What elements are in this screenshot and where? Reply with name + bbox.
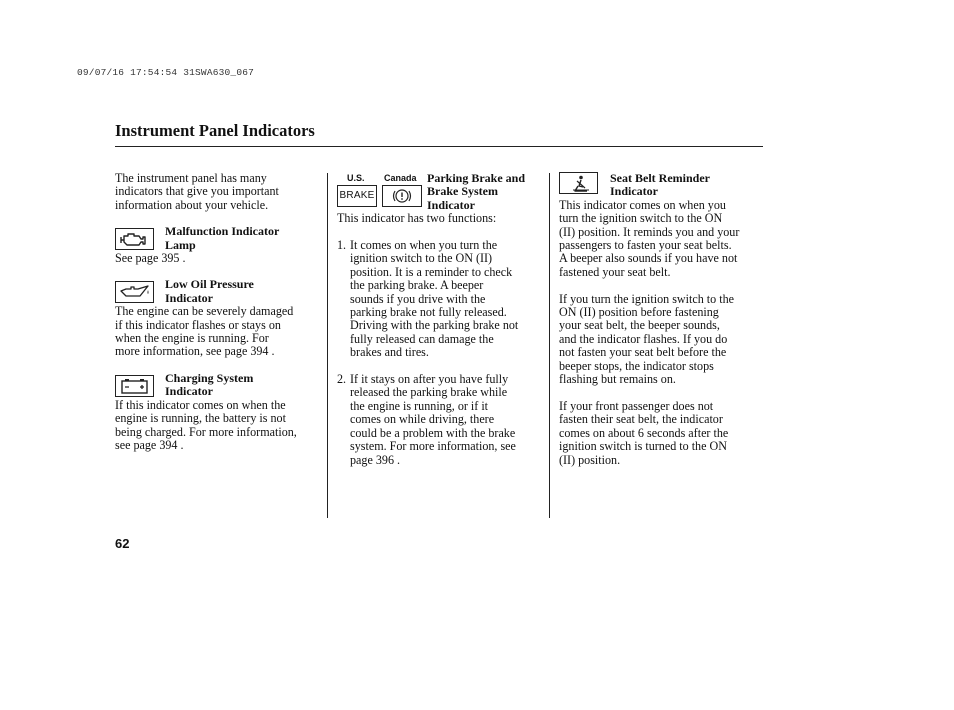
charging-title-2: Indicator bbox=[165, 384, 213, 399]
item1-line-4: the parking brake. A beeper bbox=[350, 278, 484, 293]
print-stamp: 09/07/16 17:54:54 31SWA630_067 bbox=[77, 67, 255, 78]
item1-line-5: sounds if you drive with the bbox=[350, 291, 486, 306]
check-engine-icon bbox=[115, 228, 154, 250]
parking-brake-intro: This indicator has two functions: bbox=[337, 211, 497, 226]
list-item bbox=[337, 239, 545, 360]
list-number: 2. bbox=[337, 372, 347, 387]
charging-text-4: see page 394 . bbox=[115, 437, 184, 452]
intro-line-2: indicators that give you important bbox=[115, 184, 279, 199]
low-oil-text-2: if this indicator flashes or stays on bbox=[115, 317, 281, 332]
circle-exclamation-icon bbox=[382, 185, 422, 207]
item2-line-1: If it stays on after you have fully bbox=[350, 372, 509, 387]
seat-p2-line-3: your seat belt, the beeper sounds, bbox=[559, 318, 720, 333]
low-oil-title-1: Low Oil Pressure bbox=[165, 277, 254, 292]
item1-line-9: brakes and tires. bbox=[350, 345, 429, 360]
seat-p2-line-6: beeper stops, the indicator stops bbox=[559, 358, 714, 373]
low-oil-text-1: The engine can be severely damaged bbox=[115, 304, 294, 319]
parking-brake-title-2: Brake System bbox=[427, 184, 498, 199]
seat-belt-icon bbox=[559, 172, 598, 194]
seat-p1-line-6: fastened your seat belt. bbox=[559, 264, 671, 279]
column-middle bbox=[337, 172, 545, 467]
intro-line-3: information about your vehicle. bbox=[115, 197, 269, 212]
seat-p2-line-1: If you turn the ignition switch to the bbox=[559, 291, 734, 306]
item2-line-5: could be a problem with the brake bbox=[350, 425, 516, 440]
seat-p2-line-7: flashing but remains on. bbox=[559, 372, 676, 387]
item1-line-1: It comes on when you turn the bbox=[350, 238, 498, 253]
oil-can-icon bbox=[115, 281, 154, 303]
seat-belt-title-1: Seat Belt Reminder bbox=[610, 171, 710, 185]
seat-p2-line-2: ON (II) position before fastening bbox=[559, 305, 719, 320]
seat-p2-line-5: not fasten your seat belt before the bbox=[559, 345, 727, 360]
page-title: Instrument Panel Indicators bbox=[115, 121, 315, 140]
charging-text-2: engine is running, the battery is not bbox=[115, 411, 286, 426]
list-number: 1. bbox=[337, 238, 347, 253]
canada-label: Canada bbox=[384, 173, 417, 183]
seat-p3-line-1: If your front passenger does not bbox=[559, 398, 714, 413]
malfunction-indicator-heading bbox=[115, 225, 325, 252]
item2-line-2: released the parking brake while bbox=[350, 385, 508, 400]
parking-brake-title-1: Parking Brake and bbox=[427, 171, 526, 185]
column-left bbox=[115, 172, 325, 452]
item1-line-2: ignition switch to the ON (II) bbox=[350, 251, 493, 266]
list-item bbox=[337, 373, 545, 467]
charging-text-1: If this indicator comes on when the bbox=[115, 397, 286, 412]
item1-line-3: position. It is a reminder to check bbox=[350, 264, 513, 279]
column-right bbox=[559, 172, 764, 467]
seat-p3-line-3: comes on about 6 seconds after the bbox=[559, 425, 729, 440]
seat-p3-line-2: fasten their seat belt, the indicator bbox=[559, 412, 723, 427]
seat-p1-line-2: turn the ignition switch to the ON bbox=[559, 211, 723, 226]
seat-p2-line-4: and the indicator flashes. If you do bbox=[559, 331, 728, 346]
malfunction-title-2: Lamp bbox=[165, 237, 196, 252]
column-divider-2 bbox=[549, 173, 550, 518]
seat-belt-title-2: Indicator bbox=[610, 184, 658, 199]
seat-p1-line-3: (II) position. It reminds you and your bbox=[559, 224, 740, 239]
seat-p1-line-4: passengers to fasten your seat belts. bbox=[559, 238, 732, 253]
parking-brake-icons bbox=[337, 172, 427, 212]
charging-title-1: Charging System bbox=[165, 370, 254, 385]
seat-p3-line-4: ignition switch is turned to the ON bbox=[559, 439, 727, 454]
parking-brake-title-3: Indicator bbox=[427, 197, 475, 212]
low-oil-indicator-heading bbox=[115, 278, 325, 305]
item1-line-8: fully released can damage the bbox=[350, 331, 494, 346]
us-label: U.S. bbox=[347, 173, 365, 183]
charging-text-3: being charged. For more information, bbox=[115, 424, 297, 439]
brake-word-icon bbox=[337, 185, 377, 207]
item2-line-6: system. For more information, see bbox=[350, 439, 516, 454]
seat-p3-line-5: (II) position. bbox=[559, 452, 621, 467]
seat-p1-line-5: A beeper also sounds if you have not bbox=[559, 251, 738, 266]
seat-belt-heading bbox=[559, 172, 764, 199]
column-divider-1 bbox=[327, 173, 328, 518]
seat-p1-line-1: This indicator comes on when you bbox=[559, 197, 726, 212]
charging-indicator-heading bbox=[115, 372, 325, 399]
intro-line-1: The instrument panel has many bbox=[115, 171, 267, 185]
malfunction-text: See page 395 . bbox=[115, 251, 186, 266]
low-oil-text-4: more information, see page 394 . bbox=[115, 344, 275, 359]
title-rule bbox=[115, 146, 763, 147]
low-oil-title-2: Indicator bbox=[165, 290, 213, 305]
malfunction-title-1: Malfunction Indicator bbox=[165, 224, 280, 239]
battery-icon bbox=[115, 375, 154, 397]
item1-line-7: Driving with the parking brake not bbox=[350, 318, 519, 333]
item2-line-4: comes on while driving, there bbox=[350, 412, 495, 427]
brake-word: BRAKE bbox=[339, 190, 375, 202]
item2-line-7: page 396 . bbox=[350, 452, 401, 467]
item1-line-6: parking brake not fully released. bbox=[350, 305, 507, 320]
item2-line-3: the engine is running, or if it bbox=[350, 398, 489, 413]
low-oil-text-3: when the engine is running. For bbox=[115, 331, 269, 346]
page-number: 62 bbox=[115, 536, 130, 551]
parking-brake-heading bbox=[337, 172, 545, 212]
